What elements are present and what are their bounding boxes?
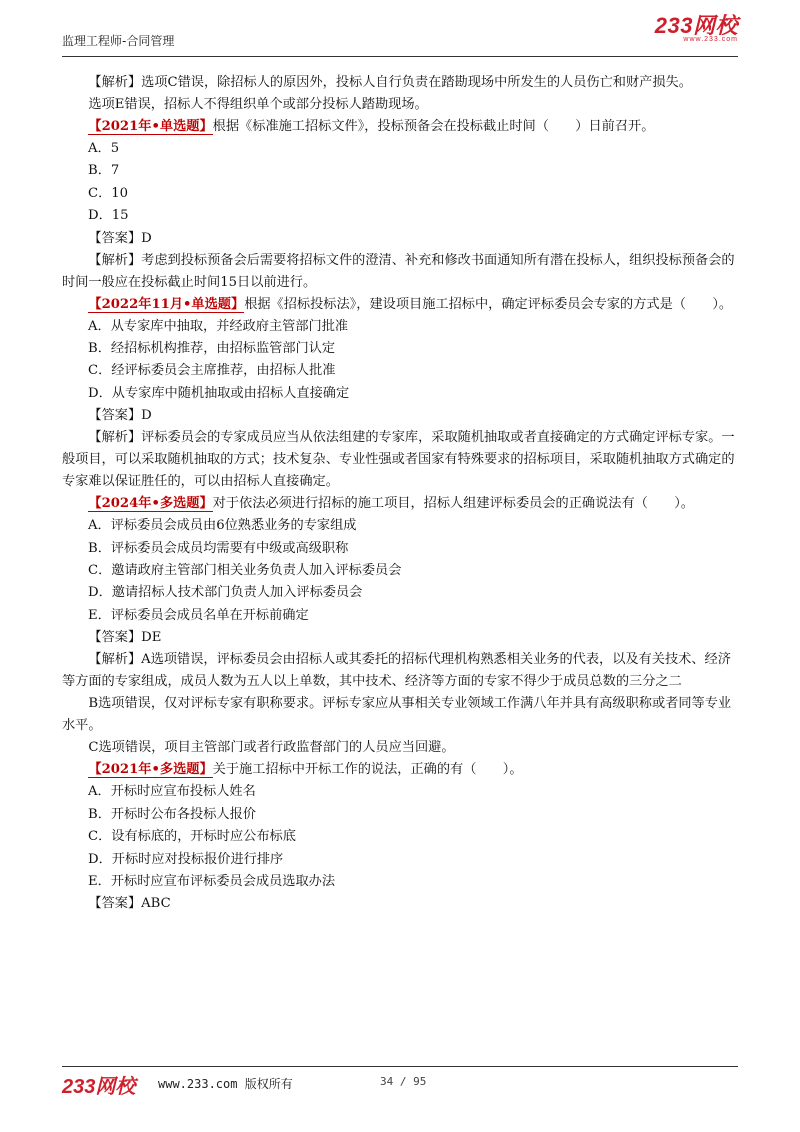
answer: 【答案】ABC	[88, 896, 171, 912]
option: A．5	[88, 141, 120, 156]
answer: 【答案】D	[88, 230, 152, 246]
option: A．评标委员会成员由6位熟悉业务的专家组成	[88, 518, 357, 534]
option: C．经评标委员会主席推荐，由招标人批准	[88, 363, 336, 379]
option: A．从专家库中抽取，并经政府主管部门批准	[88, 318, 349, 334]
question-text: 根据《标准施工招标文件》，投标预备会在投标截止时间（ ）日前召开。	[212, 119, 655, 134]
option: C．10	[88, 185, 129, 201]
question-tag: 【2021年•单选题】	[88, 119, 213, 134]
analysis-paragraph: 选项E错误，招标人不得组织单个或部分投标人踏勘现场。	[88, 97, 428, 112]
analysis-paragraph: 【解析】A选项错误，评标委员会由招标人或其委托的招标代理机构熟悉相关业务的代表，以及有关技术、经济等方面的专家组成，成员人数为五人以上单数，其中技术、经济等方面的专家不得少于成员总数的三分之二	[62, 652, 731, 690]
option: C．邀请政府主管部门相关业务负责人加入评标委员会	[88, 563, 402, 579]
option: B．7	[88, 163, 120, 179]
question-stem	[62, 116, 738, 138]
analysis-paragraph: 【解析】考虑到投标预备会后需要将招标文件的澄清、补充和修改书面通知所有潜在投标人，组织投标预备会的时间一般应在投标截止时间15日以前进行。	[62, 252, 735, 290]
question-tag: 【2021年•多选题】	[88, 762, 213, 778]
brand-logo	[655, 14, 738, 43]
question-stem	[62, 493, 738, 515]
footer-divider	[62, 1066, 738, 1067]
option: E．开标时应宣布评标委员会成员选取办法	[88, 873, 335, 889]
option: B．经招标机构推荐，由招标监管部门认定	[88, 341, 336, 357]
question-block	[62, 294, 738, 494]
option: A．开标时应宣布投标人姓名	[88, 784, 256, 800]
question-text: 关于施工招标中开标工作的说法，正确的有（ ）。	[212, 762, 523, 778]
answer: 【答案】D	[88, 408, 152, 424]
footer-copyright: www.233.com 版权所有	[158, 1077, 293, 1091]
analysis-paragraph: 【解析】选项C错误，除招标人的原因外，投标人自行负责在踏勘现场中所发生的人员伤亡和财产损失。	[88, 75, 692, 90]
option: C．设有标底的，开标时应公布标底	[88, 829, 296, 845]
question-text: 对于依法必须进行招标的施工项目，招标人组建评标委员会的正确说法有（ ）。	[212, 496, 694, 512]
logo-text: 233网校	[654, 13, 738, 38]
option: D．从专家库中随机抽取或由招标人直接确定	[88, 385, 350, 401]
question-stem	[62, 759, 738, 781]
analysis-paragraph: C选项错误，项目主管部门或者行政监督部门的人员应当回避。	[88, 740, 455, 756]
answer: 【答案】DE	[88, 630, 162, 646]
option: D．15	[88, 208, 129, 224]
analysis-paragraph: 【解析】评标委员会的专家成员应当从依法组建的专家库，采取随机抽取或者直接确定的方式确定评标专家。一般项目，可以采取随机抽取的方式；技术复杂、专业性强或者国家有特殊要求的招标项目，采取随机抽取方式确定的专家难以保证胜任的，可以由招标人直接确定。	[62, 430, 735, 490]
question-block	[62, 116, 738, 294]
question-text: 根据《招标投标法》，建设项目施工招标中，确定评标委员会专家的方式是（ ）。	[244, 296, 733, 312]
logo-url: www.233.com	[683, 36, 738, 43]
option: B．开标时公布各投标人报价	[88, 806, 256, 822]
page-footer	[62, 1070, 738, 1096]
question-block	[62, 493, 738, 759]
document-body	[62, 72, 738, 915]
question-block	[62, 759, 738, 915]
footer-logo: 233网校	[62, 1076, 136, 1098]
page-number: 34 / 95	[380, 1075, 427, 1088]
option: D．邀请招标人技术部门负责人加入评标委员会	[88, 585, 363, 601]
page-header	[62, 14, 738, 54]
question-tag: 【2022年11月•单选题】	[88, 296, 245, 312]
analysis-paragraph: B选项错误，仅对评标专家有职称要求。评标专家应从事相关专业领域工作满八年并具有高级职称或者同等专业水平。	[62, 696, 732, 734]
option: D．开标时应对投标报价进行排序	[88, 851, 284, 867]
option: E．评标委员会成员名单在开标前确定	[88, 607, 309, 623]
header-divider	[62, 56, 738, 57]
question-tag: 【2024年•多选题】	[88, 496, 213, 512]
option: B．评标委员会成员均需要有中级或高级职称	[88, 540, 349, 556]
header-title: 监理工程师-合同管理	[62, 34, 175, 48]
question-stem	[62, 294, 738, 316]
